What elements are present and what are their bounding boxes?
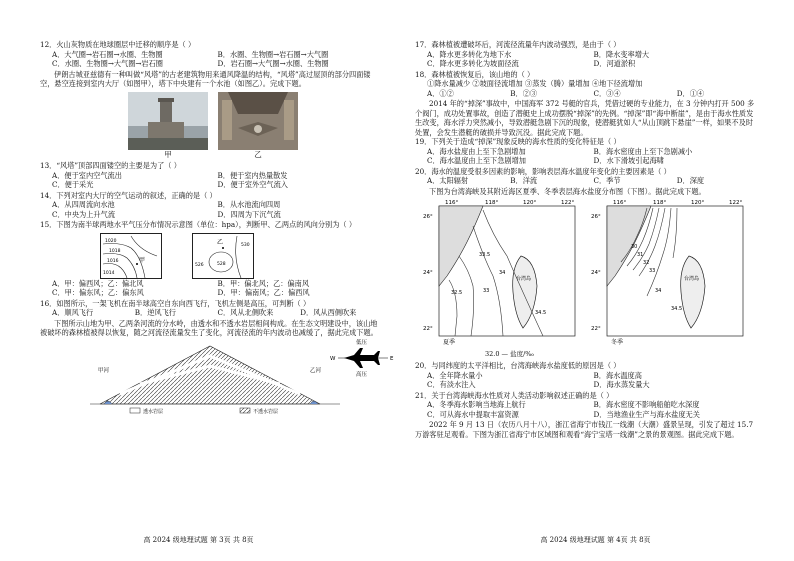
q20a-option-c[interactable]: C．季节 xyxy=(593,176,621,185)
q18-stem: 18．森林植被恢复后，该山地的（ ） xyxy=(415,69,535,79)
isobar-label-526: 526 xyxy=(195,262,204,268)
summer-isoline-33: 33 xyxy=(483,288,490,294)
q17-stem: 17．森林植被遭破坏后，河流径流量年内波动强烈，是由于（ ） xyxy=(415,40,621,49)
q18-items: ①降水量减少 ②坡面径流增加 ③蒸发（腾）量增加 ④地下径流增加 xyxy=(427,79,643,88)
q13-stem: 13．“风塔”顶部四面镂空的主要是为了（ ） xyxy=(40,161,181,171)
q17-option-b[interactable]: B．降水变率增大 xyxy=(593,49,650,59)
q14-option-d[interactable]: D．四周为下沉气流 xyxy=(217,209,281,219)
lon-tick-116-w: 116° xyxy=(613,200,627,206)
q18-option-c[interactable]: C．③④ xyxy=(593,88,621,98)
q15-option-a[interactable]: A．甲：偏西风；乙：偏北风 xyxy=(52,278,144,288)
point-jia: 甲 xyxy=(139,256,146,264)
winter-isoline-31: 31 xyxy=(637,252,644,258)
q21-option-a[interactable]: A．冬季海水影响当地海上航行 xyxy=(427,400,526,410)
isobar-label-530: 530 xyxy=(241,242,250,248)
wind-tower-photos xyxy=(128,92,383,160)
airplane-diagram xyxy=(330,338,396,381)
question-18 xyxy=(415,70,760,99)
q14-option-b[interactable]: B．从水池流向四周 xyxy=(217,200,281,210)
summer-isoline-34-5: 34.5 xyxy=(535,310,547,316)
q20b-option-c[interactable]: C．有淡水注入 xyxy=(427,380,476,390)
isobar-label-1018: 1018 xyxy=(109,248,121,254)
q18-option-d[interactable]: D．①④ xyxy=(676,88,705,98)
plane-e-label: E xyxy=(390,356,394,362)
question-19 xyxy=(415,137,760,166)
lat-tick-24: 24° xyxy=(423,270,433,276)
q20b-option-b[interactable]: B．海水温度高 xyxy=(593,370,642,380)
legend-impermeable: 不透水岩层 xyxy=(253,408,279,414)
right-page xyxy=(397,0,794,561)
plane-low-pressure-label: 低压 xyxy=(356,340,368,346)
winter-isoline-34-5: 34.5 xyxy=(671,306,683,312)
q12-stem: 12．火山灰物质在地球圈层中迁移的顺序是（ ） xyxy=(40,40,196,49)
q13-option-a[interactable]: A．便于室内空气流出 xyxy=(52,170,122,180)
question-20b xyxy=(415,361,760,390)
lon-tick-118: 118° xyxy=(485,200,499,206)
q16-option-c[interactable]: C．风从北侧吹来 xyxy=(217,308,274,318)
intro-13: 伊朗古城亚兹德有一种叫做“风塔”的古老建筑物用来通风降温的结构，“风塔”高过屋顶的部分四面镂空，悬空连接到室内大厅（如图甲），塔下中央建有一个水池（如图乙）。完成下题。 xyxy=(40,69,371,88)
q16-option-d[interactable]: D．风从西侧吹来 xyxy=(300,308,357,318)
winter-isoline-30: 30 xyxy=(631,244,638,250)
q20a-option-d[interactable]: D．深度 xyxy=(676,176,705,185)
q12-option-d[interactable]: D．岩石圈→大气圈→水圈、生物圈 xyxy=(217,59,329,68)
q19-option-b[interactable]: B．海水密度由上至下急剧减小 xyxy=(593,146,693,156)
salinity-legend: 32.0 — 盐度/‰ xyxy=(485,349,535,358)
intro-17: 下图所示山地为甲、乙两条河流的分水岭，由透水和不透水岩层相间构成。在生态文明建设中，该山地被破坏的森林植被得以恢复，随之河流径流量发生了变化，河流径流的年内波动也减缓了，据此完成下题。 xyxy=(40,318,378,338)
winter-taiwan-island-label: 台湾岛 xyxy=(684,276,700,282)
isobar-map-jia xyxy=(100,233,162,279)
summer-taiwan-island-label: 台湾岛 xyxy=(516,276,532,282)
photo-label-yi: 乙 xyxy=(254,149,262,159)
question-12 xyxy=(40,40,383,69)
lat-tick-26: 26° xyxy=(423,214,433,220)
question-13 xyxy=(40,161,383,190)
airplane-icon xyxy=(344,348,380,368)
photo-label-jia: 甲 xyxy=(164,149,172,159)
q12-option-a[interactable]: A．大气圈→岩石圈→水圈、生物圈 xyxy=(52,49,163,59)
q13-option-b[interactable]: B．便于室内热量散发 xyxy=(217,170,288,180)
q20b-option-a[interactable]: A．全年降水量小 xyxy=(427,370,483,380)
legend-permeable: 透水岩层 xyxy=(143,408,164,414)
q19-stem: 19．下列关于造成“掉深”现象反映的海水性质的变化特征是（ ） xyxy=(415,137,621,146)
question-17 xyxy=(415,40,760,69)
q21-option-d[interactable]: D．当地渔业生产与海水盐度无关 xyxy=(593,409,700,419)
question-14 xyxy=(40,191,383,220)
plane-w-label: W xyxy=(330,356,336,362)
q19-option-d[interactable]: D．水下滑坡引起海啸 xyxy=(593,156,664,165)
photo-jia-wind-tower xyxy=(128,92,208,150)
q21-option-c[interactable]: C．可从海水中提取丰富资源 xyxy=(427,409,519,419)
q14-stem: 14．下列对室内大厅的空气运动的叙述，正确的是（ ） xyxy=(40,190,217,200)
intro-22: 2022 年 9 月 13 日（农历八月十八），浙江省海宁市钱江一线潮（大潮）盛景呈现，引发了超过 15.7 万游客驻足观看。下图为浙江省海宁市区域图和观看“海宁宝塔一线潮”之景的景观图。据此完成下题。 xyxy=(415,420,754,439)
summer-season-label: 夏季 xyxy=(443,339,456,346)
lat-tick-24-w: 24° xyxy=(591,270,601,276)
isobar-label-1020: 1020 xyxy=(105,238,117,244)
summer-isoline-32-5: 32.5 xyxy=(451,290,463,296)
q16-option-b[interactable]: B．逆风飞行 xyxy=(134,308,176,318)
isobar-label-1014: 1014 xyxy=(103,270,115,276)
q15-option-d[interactable]: D．甲：偏南风；乙：偏西风 xyxy=(217,288,310,298)
q17-option-a[interactable]: A．降水更多转化为地下水 xyxy=(427,49,512,59)
q13-option-d[interactable]: D．便于室外空气流入 xyxy=(217,180,288,190)
question-16 xyxy=(40,299,383,318)
q19-option-c[interactable]: C．海水温度由上至下急剧增加 xyxy=(427,156,526,165)
river-yi-label: 乙河 xyxy=(310,367,322,374)
left-footer: 高 2024 级地理试题 第 3页 共 8页 xyxy=(143,535,254,544)
question-15 xyxy=(40,220,383,298)
q12-option-c[interactable]: C．水圈、生物圈→大气圈→岩石圈 xyxy=(52,59,163,68)
salinity-map-winter xyxy=(591,196,751,349)
q20a-option-a[interactable]: A．太阳辐射 xyxy=(427,176,469,185)
question-20a xyxy=(415,167,760,186)
q13-option-c[interactable]: C．便于采光 xyxy=(52,180,94,190)
q14-option-c[interactable]: C．中央为上升气流 xyxy=(52,209,116,219)
intro-20: 下图为台湾海峡及其附近海区夏季、冬季表层海水盐度分布图（下图）。据此完成下题。 xyxy=(429,186,706,196)
q21-stem: 21．关于台湾海峡海水性质对人类活动影响叙述正确的是（ ） xyxy=(415,390,614,400)
winter-season-label: 冬季 xyxy=(611,339,624,346)
q21-option-b[interactable]: B．海水密度不影响船舶吃水深度 xyxy=(593,400,700,410)
q15-option-b[interactable]: B．甲：偏北风；乙：偏南风 xyxy=(217,278,310,288)
summer-isoline-34: 34 xyxy=(499,270,506,276)
lon-tick-118-w: 118° xyxy=(653,200,667,206)
photo-yi-water-pool xyxy=(218,92,298,150)
lon-tick-122-w: 122° xyxy=(729,200,743,206)
taiwan-strait-salinity-maps xyxy=(423,196,760,349)
q17-option-c[interactable]: C．降水更多转化为坡面径流 xyxy=(427,59,519,68)
winter-isoline-34: 34 xyxy=(655,288,662,294)
q19-option-a[interactable]: A．海水盐度由上至下急剧增加 xyxy=(427,146,526,156)
q20b-option-d[interactable]: D．海水蒸发量大 xyxy=(593,380,650,390)
q20a-option-b[interactable]: B．洋流 xyxy=(510,176,538,185)
q16-option-a[interactable]: A．顺风飞行 xyxy=(52,308,94,318)
point-yi: 乙 xyxy=(217,238,224,246)
isobar-label-528: 528 xyxy=(217,261,226,267)
winter-isoline-33: 33 xyxy=(649,268,656,274)
isobar-label-1016: 1016 xyxy=(107,258,119,264)
lon-tick-116: 116° xyxy=(445,200,459,206)
q16-stem: 16．如图所示，一架飞机在南半球高空自东向西飞行，飞机左侧是高压，可判断（ ） xyxy=(40,298,311,308)
q15-option-c[interactable]: C．甲：偏东风；乙：偏东风 xyxy=(52,288,144,298)
q20b-stem: 20．与同纬度的太平洋相比，台湾海峡海水盐度低的原因是（ ） xyxy=(415,361,621,371)
summer-isoline-33-5: 33.5 xyxy=(479,252,491,258)
right-footer: 高 2024 级地理试题 第 4页 共 8页 xyxy=(540,535,651,544)
isobar-maps xyxy=(100,233,383,279)
intro-19: 2014 年的“掉深”事故中，中国海军 372 号艇的官兵，凭借过硬的专业能力，在 3 分钟内打开 500 多个阀门，成功处置事故，创造了潜艇史上成功摆脱“掉深”的先例。“掉深”即“海中断崖”，是由于海水性质发生改变，海水浮力突然减小，导致潜艇急剧下沉的现象，使潜艇犹如人“从山顶跳下悬崖”一样，如果不及时处置，会发生潜艇的破损并导致沉没。据此完成下题。 xyxy=(415,99,755,137)
isobar-map-yi xyxy=(192,233,254,279)
lon-tick-120-w: 120° xyxy=(691,200,705,206)
lat-tick-22-w: 22° xyxy=(591,326,601,332)
question-21 xyxy=(415,391,760,420)
winter-isoline-32: 32 xyxy=(643,260,650,266)
q17-option-d[interactable]: D．河道淤积 xyxy=(593,59,636,68)
q18-option-a[interactable]: A．①② xyxy=(427,88,454,98)
lat-tick-26-w: 26° xyxy=(591,214,601,220)
lon-tick-122: 122° xyxy=(561,200,575,206)
lon-tick-120: 120° xyxy=(523,200,537,206)
q14-option-a[interactable]: A．从四周流向水池 xyxy=(52,200,115,210)
salinity-map-summer xyxy=(423,196,583,349)
river-jia-label: 甲河 xyxy=(98,367,110,374)
lat-tick-22: 22° xyxy=(423,326,433,332)
plane-high-pressure-label: 高压 xyxy=(356,372,368,378)
q20a-stem: 20．海水的温度受很多因素的影响，影响表层海水温度年变化的主要因素是（ ） xyxy=(415,166,671,176)
q18-option-b[interactable]: B．②③ xyxy=(510,88,538,98)
q15-stem: 15．下图为南半球两地水平气压分布情况示意图（单位：hpa），判断甲、乙两点的风向分别为（ ） xyxy=(40,220,357,230)
q12-option-b[interactable]: B．水圈、生物圈→岩石圈→大气圈 xyxy=(217,49,329,59)
